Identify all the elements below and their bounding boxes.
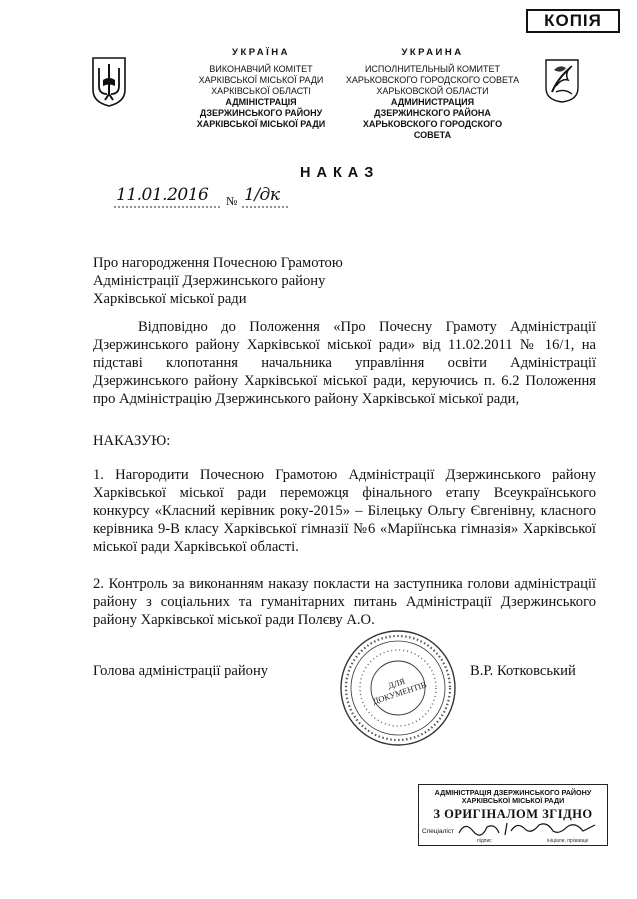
copy-box-specialist-label: Спеціаліст bbox=[422, 828, 455, 835]
trident-emblem-icon bbox=[91, 56, 127, 108]
header-ua-country: УКРАЇНА bbox=[232, 47, 290, 58]
signer-title: Голова адміністрації району bbox=[93, 663, 269, 679]
signer-name: В.Р. Котковський bbox=[470, 663, 576, 679]
kharkiv-emblem-icon bbox=[544, 58, 580, 104]
header-ru-line4: АДМИНИСТРАЦИЯ bbox=[390, 97, 475, 107]
header-ru-line2: ХАРЬКОВСКОГО ГОРОДСКОГО СОВЕТА bbox=[345, 75, 520, 85]
number-underline bbox=[242, 205, 288, 209]
subject-line: Харківської міської ради bbox=[93, 291, 247, 307]
order-item-1: 1. Нагородити Почесною Грамотою Адміністрації Дзержинського району Харківської міської ради переможця фінального етапу Всеукраїнського конкурсу «Класний керівник року-2015» – Білецьку Ольгу Євгенівну, класного керівника 9-В класу Харківської гімназії №6 «Маріїнська гімназія» Харківської міської ради Харківської області. bbox=[93, 467, 596, 555]
header-ua-line2: ХАРКІВСЬКОЇ МІСЬКОЇ РАДИ bbox=[198, 75, 324, 85]
header-ua-line5: ДЗЕРЖИНСЬКОГО РАЙОНУ bbox=[199, 108, 323, 118]
copy-box-sig-caption: підпис bbox=[477, 838, 492, 844]
handwritten-signature bbox=[455, 819, 605, 837]
header-ua-line1: ВИКОНАВЧИЙ КОМІТЕТ bbox=[209, 64, 313, 74]
document-date: 11.01.2016 bbox=[116, 185, 209, 205]
order-item-2: 2. Контроль за виконанням наказу покласти на заступника голови адміністрації району з соціальних та гуманітарних питань Адміністрації Дзержинського району Харківської міської ради Полєву А.О. bbox=[93, 576, 596, 628]
document-number: 1/дк bbox=[244, 185, 280, 205]
header-ua bbox=[186, 47, 336, 130]
copy-box-title: З ОРИГІНАЛОМ ЗГІДНО bbox=[433, 807, 593, 821]
certified-copy-box bbox=[418, 784, 608, 846]
document-title: НАКАЗ bbox=[300, 165, 380, 181]
seal-center-text: ДЛЯ ДОКУМЕНТІВ bbox=[371, 675, 428, 707]
header-ru-line3: ХАРЬКОВСКОЙ ОБЛАСТИ bbox=[376, 86, 489, 96]
header-ru bbox=[345, 47, 520, 141]
header-ru-country: УКРАИНА bbox=[401, 47, 464, 58]
subject-block bbox=[93, 254, 413, 308]
subject-line: Про нагородження Почесною Грамотою bbox=[93, 255, 343, 271]
header-ua-line3: ХАРКІВСЬКОЇ ОБЛАСТІ bbox=[211, 86, 311, 96]
copy-box-line1: АДМІНІСТРАЦІЯ ДЗЕРЖИНСЬКОГО РАЙОНУ bbox=[434, 788, 592, 797]
header-ua-line4: АДМІНІСТРАЦІЯ bbox=[225, 97, 297, 107]
header-ru-line6: ХАРЬКОВСКОГО ГОРОДСКОГО СОВЕТА bbox=[362, 119, 503, 140]
preamble-paragraph: Відповідно до Положення «Про Почесну Грамоту Адміністрації Дзержинського району Харківської міської ради» від 11.02.2011 № 16/1, на підставі клопотання начальника управління освіти Адміністрації Дзержинського району Харківської міської ради, керуючись п. 6.2 Положення про Адміністрацію Дзержинського району Харківської міської ради, bbox=[93, 319, 596, 407]
header-ru-line5: ДЗЕРЖИНСКОГО РАЙОНА bbox=[374, 108, 491, 118]
subject-line: Адміністрації Дзержинського району bbox=[93, 273, 326, 289]
date-underline bbox=[114, 205, 222, 209]
number-sign: № bbox=[226, 194, 238, 208]
copy-box-line2: ХАРКІВСЬКОЇ МІСЬКОЇ РАДИ bbox=[461, 796, 565, 805]
copy-stamp: КОПІЯ bbox=[526, 9, 620, 33]
header-ua-line6: ХАРКІВСЬКОЇ МІСЬКОЇ РАДИ bbox=[196, 119, 326, 129]
copy-box-name-caption: ініціали, прізвище bbox=[547, 838, 589, 844]
order-word: НАКАЗУЮ: bbox=[93, 433, 171, 449]
header-ru-line1: ИСПОЛНИТЕЛЬНЫЙ КОМИТЕТ bbox=[364, 64, 501, 74]
